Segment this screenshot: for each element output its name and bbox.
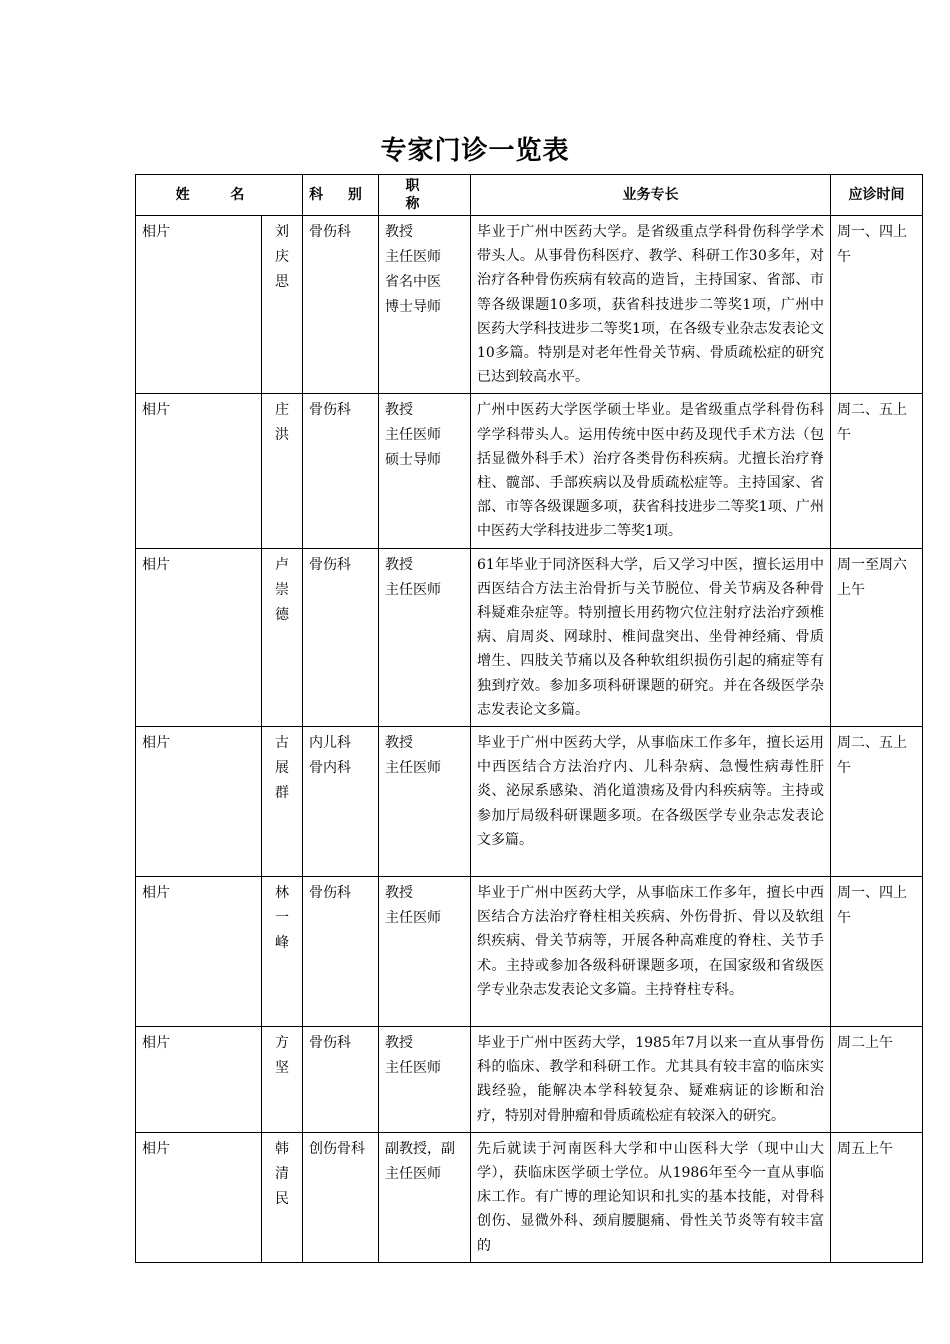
department: 骨伤科 bbox=[303, 1027, 379, 1133]
doctor-name: 林一峰 bbox=[262, 877, 303, 1027]
photo-cell: 相片 bbox=[136, 877, 262, 1027]
table-row bbox=[136, 394, 923, 548]
specialty-description: 毕业于广州中医药大学，从事临床工作多年，擅长中西医结合方法治疗脊柱相关疾病、外伤骨折、骨以及软组织疾病、骨关节病等，开展各种高难度的脊柱、关节手术。主持或参加各级科研课题多项，在国家级和省级医学专业杂志发表论文多篇。主持脊柱专科。 bbox=[471, 877, 831, 1027]
photo-cell: 相片 bbox=[136, 394, 262, 548]
professional-title: 教授 主任医师 bbox=[379, 877, 471, 1027]
table-row bbox=[136, 548, 923, 726]
photo-cell: 相片 bbox=[136, 1027, 262, 1133]
header-time: 应诊时间 bbox=[831, 175, 923, 216]
doctor-name: 古展群 bbox=[262, 727, 303, 877]
department: 骨伤科 bbox=[303, 877, 379, 1027]
page-title: 专家门诊一览表 bbox=[380, 136, 570, 166]
doctor-name: 刘庆思 bbox=[262, 216, 303, 394]
specialty-description: 广州中医药大学医学硕士毕业。是省级重点学科骨伤科学学科带头人。运用传统中医中药及现代手术方法（包括显微外科手术）治疗各类骨伤科疾病。尤擅长治疗脊柱、髋部、手部疾病以及骨质疏松症等。主持国家、省部、市等各级课题多项，获省科技进步二等奖1项、广州中医药大学科技进步二等奖1项。 bbox=[471, 394, 831, 548]
clinic-time: 周二、五上午 bbox=[831, 394, 923, 548]
specialty-description: 先后就读于河南医科大学和中山医科大学（现中山大学），获临床医学硕士学位。从1986年至今一直从事临床工作。有广博的理论知识和扎实的基本技能，对骨科创伤、显微外科、颈肩腰腿痛、骨性关节炎等有较丰富的 bbox=[471, 1132, 831, 1262]
professional-title: 教授 主任医师 bbox=[379, 1027, 471, 1133]
professional-title: 教授 主任医师 省名中医 博士导师 bbox=[379, 216, 471, 394]
doctor-name: 卢崇德 bbox=[262, 548, 303, 726]
specialty-description: 61年毕业于同济医科大学，后又学习中医，擅长运用中西医结合方法主治骨折与关节脱位、骨关节病及各种骨科疑难杂症等。特别擅长用药物穴位注射疗法治疗颈椎病、肩周炎、网球肘、椎间盘突出、坐骨神经痛、骨质增生、四肢关节痛以及各种软组织损伤引起的痛症等有独到疗效。参加多项科研课题的研究。并在各级医学杂志发表论文多篇。 bbox=[471, 548, 831, 726]
header-specialty: 业务专长 bbox=[471, 175, 831, 216]
photo-cell: 相片 bbox=[136, 1132, 262, 1262]
department: 骨伤科 bbox=[303, 548, 379, 726]
doctor-name: 韩清民 bbox=[262, 1132, 303, 1262]
table-row bbox=[136, 877, 923, 1027]
table-row bbox=[136, 216, 923, 394]
table-header-row bbox=[136, 175, 923, 216]
photo-cell: 相片 bbox=[136, 216, 262, 394]
doctor-name: 方坚 bbox=[262, 1027, 303, 1133]
clinic-time: 周五上午 bbox=[831, 1132, 923, 1262]
header-rank: 职 称 bbox=[379, 175, 471, 216]
clinic-time: 周一、四上午 bbox=[831, 877, 923, 1027]
table-row bbox=[136, 727, 923, 877]
clinic-time: 周二上午 bbox=[831, 1027, 923, 1133]
department: 骨伤科 bbox=[303, 394, 379, 548]
professional-title: 副教授，副主任医师 bbox=[379, 1132, 471, 1262]
department: 骨伤科 bbox=[303, 216, 379, 394]
table-row bbox=[136, 1132, 923, 1262]
professional-title: 教授 主任医师 bbox=[379, 548, 471, 726]
professional-title: 教授 主任医师 bbox=[379, 727, 471, 877]
photo-cell: 相片 bbox=[136, 727, 262, 877]
clinic-time: 周一、四上午 bbox=[831, 216, 923, 394]
specialty-description: 毕业于广州中医药大学。是省级重点学科骨伤科学学术带头人。从事骨伤科医疗、教学、科研工作30多年，对治疗各种骨伤疾病有较高的造旨，主持国家、省部、市等各级课题10多项，获省科技进步二等奖1项，广州中医药大学科技进步二等奖1项，在各级专业杂志发表论文10多篇。特别是对老年性骨关节病、骨质疏松症的研究已达到较高水平。 bbox=[471, 216, 831, 394]
table-row bbox=[136, 1027, 923, 1133]
department: 内儿科 骨内科 bbox=[303, 727, 379, 877]
photo-cell: 相片 bbox=[136, 548, 262, 726]
clinic-time: 周一至周六上午 bbox=[831, 548, 923, 726]
header-dept: 科 别 bbox=[303, 175, 379, 216]
doctor-name: 庄洪 bbox=[262, 394, 303, 548]
specialty-description: 毕业于广州中医药大学，1985年7月以来一直从事骨伤科的临床、教学和科研工作。尤其具有较丰富的临床实践经验，能解决本学科较复杂、疑难病证的诊断和治疗，特别对骨肿瘤和骨质疏松症有较深入的研究。 bbox=[471, 1027, 831, 1133]
department: 创伤骨科 bbox=[303, 1132, 379, 1262]
professional-title: 教授 主任医师 硕士导师 bbox=[379, 394, 471, 548]
expert-clinic-table bbox=[135, 174, 923, 1263]
specialty-description: 毕业于广州中医药大学，从事临床工作多年，擅长运用中西医结合方法治疗内、儿科杂病、急慢性病毒性肝炎、泌尿系感染、消化道溃疡及骨内科疾病等。主持或参加厅局级科研课题多项。在各级医学专业杂志发表论文多篇。 bbox=[471, 727, 831, 877]
clinic-time: 周二、五上午 bbox=[831, 727, 923, 877]
header-name: 姓 名 bbox=[136, 175, 303, 216]
